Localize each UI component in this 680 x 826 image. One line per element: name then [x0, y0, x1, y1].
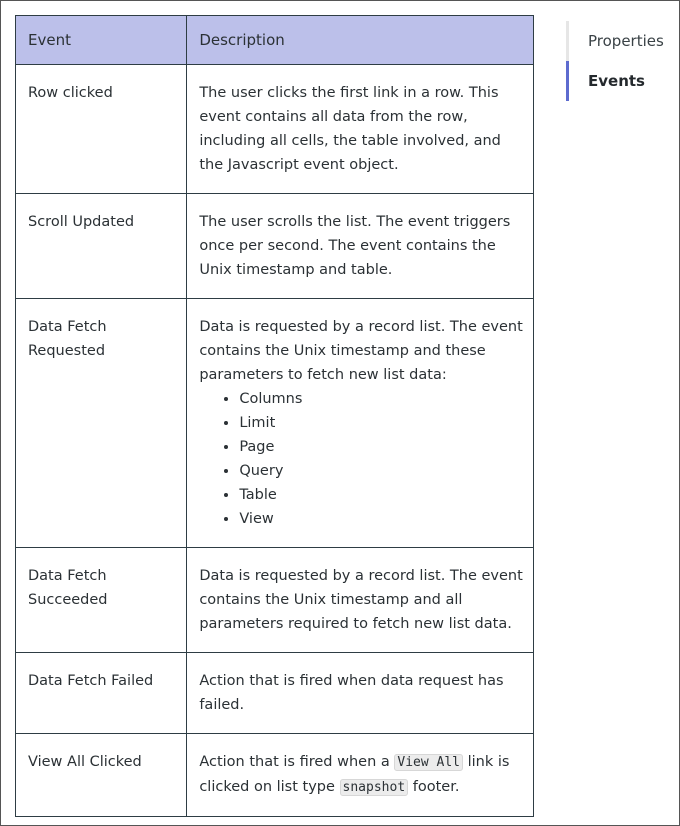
event-description: The user clicks the first link in a row. This event contains all data from the row, including all cells, the table involved, and the Javascript event object. [187, 65, 534, 194]
page-toc [566, 21, 676, 101]
table-row [16, 548, 534, 653]
code-snapshot: snapshot [340, 779, 409, 796]
events-table [15, 15, 534, 817]
event-name: Data Fetch Failed [16, 653, 187, 734]
list-item: • Limit [239, 411, 523, 435]
event-description: Data is requested by a record list. The event contains the Unix timestamp and these parameters to fetch new list data: [199, 319, 523, 383]
description-text: link is clicked on list type [199, 754, 510, 795]
table-row [16, 734, 534, 817]
event-name: Data Fetch Requested [16, 299, 187, 548]
table-header-row [16, 16, 534, 65]
list-item: • Columns [239, 387, 523, 411]
toc-link-events[interactable]: Events [566, 61, 676, 101]
parameter-list [199, 387, 523, 531]
event-description: The user scrolls the list. The event triggers once per second. The event contains the Unix timestamp and table. [187, 194, 534, 299]
table-row [16, 653, 534, 734]
event-description: Action that is fired when data request has failed. [187, 653, 534, 734]
event-description: Data is requested by a record list. The event contains the Unix timestamp and all parameters required to fetch new list data. [187, 548, 534, 653]
column-header-description: Description [187, 16, 534, 65]
event-description-cell [187, 299, 534, 548]
list-item: • View [239, 507, 523, 531]
table-row [16, 299, 534, 548]
list-item: • Page [239, 435, 523, 459]
event-name: Data Fetch Succeeded [16, 548, 187, 653]
event-name: Scroll Updated [16, 194, 187, 299]
description-text: footer. [408, 779, 460, 795]
event-name: View All Clicked [16, 734, 187, 817]
table-row [16, 65, 534, 194]
column-header-event: Event [16, 16, 187, 65]
code-view-all: View All [394, 754, 463, 771]
description-text: Action that is fired when a [199, 754, 395, 770]
table-row [16, 194, 534, 299]
event-description [187, 734, 534, 817]
list-item: • Query [239, 459, 523, 483]
toc-link-properties[interactable]: Properties [566, 21, 676, 61]
list-item: • Table [239, 483, 523, 507]
event-name: Row clicked [16, 65, 187, 194]
